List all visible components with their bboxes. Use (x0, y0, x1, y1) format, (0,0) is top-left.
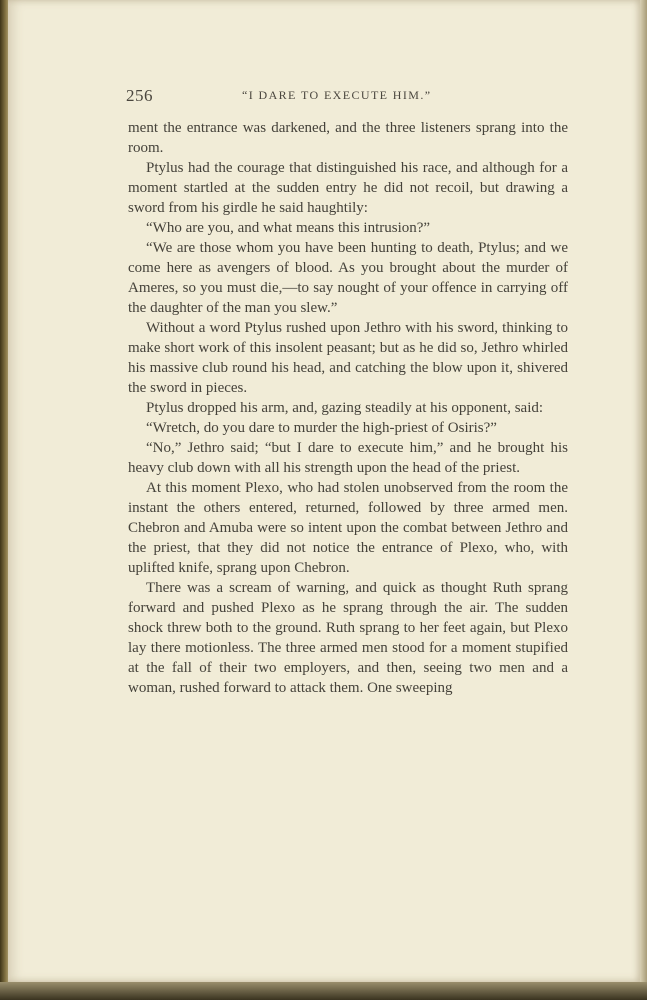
page-edge (640, 0, 647, 1000)
paragraph: Ptylus dropped his arm, and, gazing steadily at his opponent, said: (146, 400, 544, 416)
body-text (128, 118, 568, 698)
paragraph: “Who are you, and what means this intrusion?” (146, 220, 431, 236)
paragraph: Without a word Ptylus rushed upon Jethro with his sword, thinking to make short work of this insolent peasant; but as he did so, Jethro whirled his massive club round his head, and catching the blow upon it, shivered the sword in pieces. (128, 320, 568, 396)
paragraph: “No,” Jethro said; “but I dare to execute him,” and he brought his heavy club down with all his strength upon the head of the priest. (128, 440, 568, 476)
page-number: 256 (126, 86, 153, 105)
page-bottom-shadow (0, 982, 647, 1000)
page-header (126, 86, 568, 106)
paragraph: ment the entrance was darkened, and the three listeners sprang into the room. (128, 120, 568, 156)
paragraph: There was a scream of warning, and quick as thought Ruth sprang forward and pushed Plexo as he sprang through the air. The sudden shock threw both to the ground. Ruth sprang to her feet again, but Plexo lay there motionless. The three armed men stood for a moment stupified at the fall of their two employers, and then, seeing two men and a woman, rushed forward to attack them. One sweeping (128, 580, 568, 696)
paragraph: “Wretch, do you dare to murder the high-priest of Osiris?” (146, 420, 497, 436)
paragraph: Ptylus had the courage that distinguished his race, and although for a moment startled at the sudden entry he did not recoil, but drawing a sword from his girdle he said haughtily: (128, 160, 568, 216)
paragraph: “We are those whom you have been hunting to death, Ptylus; and we come here as avengers of blood. As you brought about the murder of Ameres, so you must die,—to say nought of your offence in carrying off the daughter of the man you slew.” (128, 240, 568, 316)
running-head: “I DARE TO EXECUTE HIM.” (242, 88, 432, 102)
paragraph: At this moment Plexo, who had stolen unobserved from the room the instant the others entered, returned, followed by three armed men. Chebron and Amuba were so intent upon the combat between Jethro and the priest, that they did not notice the entrance of Plexo, who, with uplifted knife, sprang upon Chebron. (128, 480, 568, 576)
